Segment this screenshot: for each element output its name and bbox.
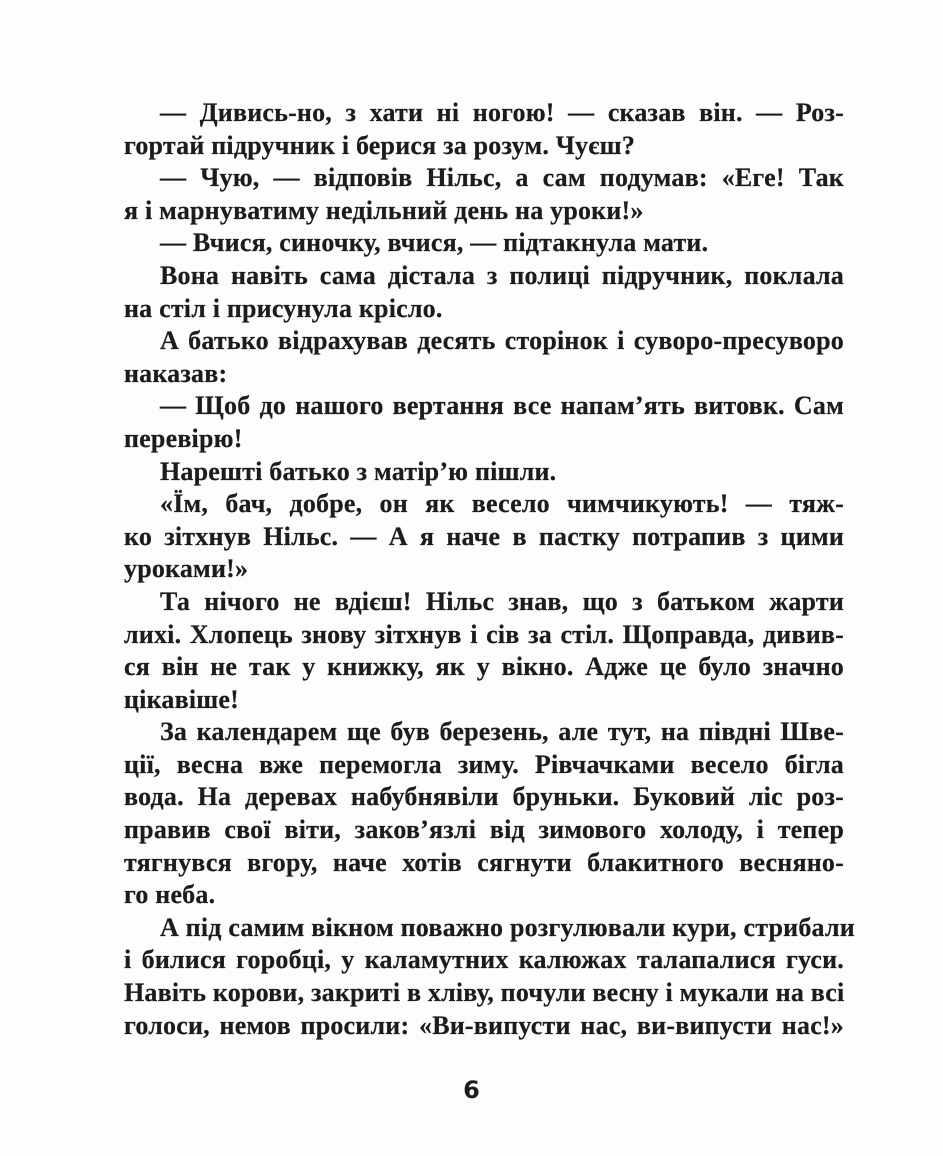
text-line: «Їм, бач, добре, он як весело чимчикують! — тяж- xyxy=(160,489,844,519)
text-line: цікавіше! xyxy=(124,684,240,714)
text-line: Та нічого не вдієш! Нільс знав, що з батьком жарти xyxy=(160,586,844,616)
text-line: наказав: xyxy=(124,358,228,388)
text-line: і билися горобці, у каламутних калюжах талапалися гуси. xyxy=(124,945,844,975)
text-line: ся він не так у книжку, як у вікно. Адже це було значно xyxy=(124,652,844,682)
text-line: — Вчися, синочку, вчися, — підтакнула мати. xyxy=(160,228,709,258)
body-text xyxy=(124,97,855,1042)
page-number: 6 xyxy=(463,1076,480,1104)
text-line: го неба. xyxy=(124,880,216,910)
text-line: перевірю! xyxy=(124,423,243,453)
text-line: вода. На деревах набубнявіли бруньки. Буковий ліс роз- xyxy=(124,782,844,812)
text-line: А батько відрахував десять сторінок і суворо-пресуворо xyxy=(160,326,844,356)
text-line: Навіть корови, закриті в хліву, почули весну і мукали на всі xyxy=(124,978,845,1008)
text-line: — Чую, — відповів Нільс, а сам подумав: «Еге! Так xyxy=(160,163,844,193)
text-line: — Дивись-но, з хати ні ногою! — сказав він. — Роз- xyxy=(160,98,844,127)
text-line: — Щоб до нашого вертання все напам’ять витовк. Сам xyxy=(160,391,844,421)
text-line: тягнувся вгору, наче хотів сягнути блакитного весняно- xyxy=(124,847,844,877)
text-line: Вона навіть сама дістала з полиці підручник, поклала xyxy=(160,260,844,290)
text-line: За календарем ще був березень, але тут, на півдні Шве- xyxy=(160,717,844,747)
text-line: лихі. Хлопець знову зітхнув і сів за стіл. Щоправда, дивив- xyxy=(124,619,844,649)
text-line: правив свої віти, заков’язлі від зимового холоду, і тепер xyxy=(124,815,844,845)
text-line: уроками!» xyxy=(124,554,249,584)
text-line: А під самим вікном поважно розгулювали кури, стрибали xyxy=(160,912,855,942)
text-line: голоси, немов просили: «Ви-випусти нас, ви-випусти нас!» xyxy=(124,1010,844,1040)
text-line: ції, весна вже перемогла зиму. Рівчачками весело бігла xyxy=(124,749,844,779)
text-line: Нарешті батько з матір’ю пішли. xyxy=(160,456,557,486)
text-line: гортай підручник і берися за розум. Чуєш? xyxy=(124,130,636,160)
text-line: я і марнуватиму недільний день на уроки!» xyxy=(124,195,644,225)
text-line: на стіл і присунула крісло. xyxy=(124,293,443,323)
text-line: ко зітхнув Нільс. — А я наче в пастку потрапив з цими xyxy=(124,521,844,551)
